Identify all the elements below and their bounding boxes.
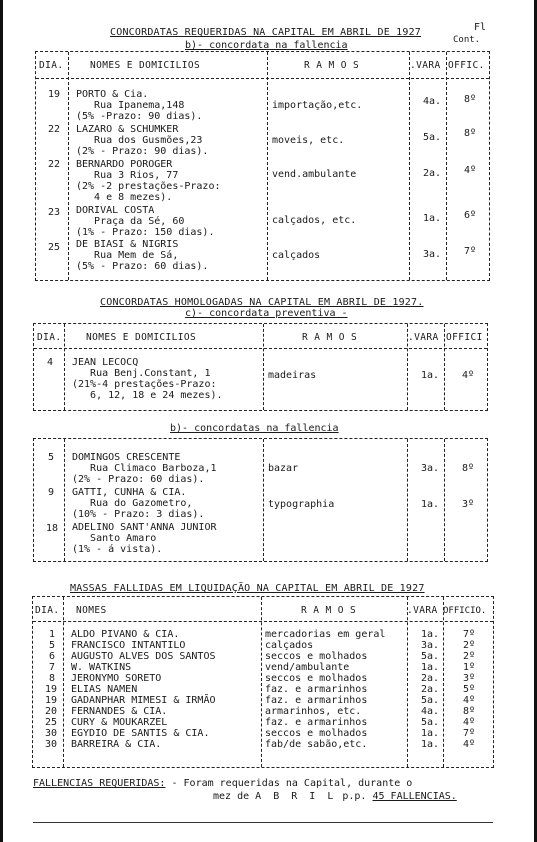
footer-total: 45 FALLENCIAS.	[372, 791, 457, 802]
dia-cell: 19	[48, 89, 61, 100]
header-rule	[33, 621, 493, 622]
header-dia: DIA.	[37, 332, 62, 343]
ramo-cell: calçados	[272, 250, 321, 261]
ramo-cell: faz. e armarinhos	[265, 695, 368, 706]
name-cell: ELIAS NAMEN	[71, 684, 138, 695]
officio-cell: 4º	[463, 739, 476, 750]
name-line: Rua 3 Rios, 77	[76, 170, 179, 181]
officio-cell: 2º	[463, 651, 476, 662]
column-rule	[409, 52, 410, 280]
dia-cell: 22	[48, 124, 61, 135]
vara-cell: 4a.	[423, 96, 442, 107]
name-line: (2% - Prazo: 90 dias).	[76, 146, 209, 157]
ramo-cell: seccos e molhados	[265, 651, 368, 662]
dia-cell: 5	[48, 452, 55, 463]
name-line: (1% - á vista).	[72, 544, 163, 555]
officio-cell: 3º	[463, 673, 476, 684]
ramo-cell: calçados, etc.	[272, 215, 357, 226]
name-cell: AUGUSTO ALVES DOS SANTOS	[71, 651, 216, 662]
dia-cell: 9	[48, 487, 55, 498]
dia-cell: 30	[45, 739, 58, 750]
header-vara: .VARA	[410, 60, 441, 71]
column-rule	[444, 324, 445, 410]
officio-cell: 4º	[463, 695, 476, 706]
dia-cell: 19	[45, 684, 58, 695]
vara-cell: 5a.	[421, 695, 440, 706]
dia-cell: 25	[45, 717, 58, 728]
name-line: (10% - Prazo: 3 dias).	[72, 509, 205, 520]
officio-cell: 3º	[462, 499, 475, 510]
officio-cell: 6º	[464, 210, 477, 221]
name-line: ADELINO SANT'ANNA JUNIOR	[72, 522, 217, 533]
name-line: (5% - Prazo: 60 dias).	[76, 261, 209, 272]
vara-cell: 2a.	[423, 168, 442, 179]
column-rule	[263, 439, 264, 561]
name-line: PORTO & Cia.	[76, 89, 149, 100]
vara-cell: 1a.	[421, 728, 440, 739]
column-rule	[64, 324, 65, 410]
name-line: LAZARO & SCHUMKER	[76, 124, 179, 135]
name-cell: BARREIRA & CIA.	[71, 739, 162, 750]
name-cell: W. WATKINS	[71, 662, 132, 673]
column-rule	[267, 52, 268, 280]
officio-cell: 7º	[463, 728, 476, 739]
dia-cell: 19	[45, 695, 58, 706]
officio-cell: 8º	[463, 706, 476, 717]
section-title: CONCORDATAS HOMOLOGADAS NA CAPITAL EM ABRIL DE 1927.	[100, 297, 424, 308]
officio-cell: 7º	[463, 629, 476, 640]
dia-cell: 7	[49, 662, 56, 673]
name-line: Praça da Sé, 60	[76, 216, 185, 227]
name-line: (2% - Prazo: 60 dias).	[72, 474, 205, 485]
officio-cell: 2º	[463, 640, 476, 651]
footer-text-month-prefix: mez de	[213, 791, 250, 802]
footer-month: A B R I L	[255, 791, 337, 802]
header-dia: DIA.	[35, 605, 60, 616]
name-line: JEAN LECOCQ	[72, 357, 139, 368]
name-line: (5% -Prazo: 90 dias).	[76, 111, 203, 122]
vara-cell: 3a.	[423, 249, 442, 260]
ramo-cell: faz. e armarinhos	[265, 684, 368, 695]
header-nomes: NOMES	[76, 605, 107, 616]
header-ramos: R A M O S	[304, 60, 360, 71]
name-cell: JERONYMO SORETO	[71, 673, 162, 684]
officio-cell: 8º	[462, 463, 475, 474]
column-rule	[407, 597, 408, 767]
column-rule	[446, 52, 447, 280]
scan-edge	[0, 0, 3, 842]
column-rule	[64, 439, 65, 561]
ramo-cell: moveis, etc.	[272, 135, 345, 146]
vara-cell: 1a.	[421, 662, 440, 673]
section-title: CONCORDATAS REQUERIDAS NA CAPITAL EM ABRIL DE 1927	[110, 27, 422, 38]
dia-cell: 18	[46, 523, 59, 534]
header-nomes: NOMES E DOMICILIOS	[86, 332, 197, 343]
officio-cell: 7º	[464, 246, 477, 257]
dia-cell: 30	[45, 728, 58, 739]
column-rule	[263, 324, 264, 410]
ramo-cell: madeiras	[268, 370, 317, 381]
dia-cell: 1	[49, 629, 56, 640]
name-line: Rua Benj.Constant, 1	[72, 368, 211, 379]
vara-cell: 1a.	[421, 629, 440, 640]
name-line: Santo Amaro	[72, 533, 157, 544]
officio-cell: 8º	[464, 128, 477, 139]
concordatas-preventiva-table	[33, 323, 488, 411]
column-rule	[443, 597, 444, 767]
vara-cell: 1a.	[421, 499, 440, 510]
concordatas-fallencia-table	[33, 438, 488, 562]
name-line: DE BIASI & NIGRIS	[76, 239, 179, 250]
continuation-mark: Cont.	[453, 35, 481, 45]
header-rule	[34, 348, 487, 349]
page-corner-mark: Fl	[474, 22, 487, 33]
vara-cell: 3a.	[421, 463, 440, 474]
dia-cell: 20	[45, 706, 58, 717]
ramo-cell: bazar	[268, 463, 299, 474]
officio-cell: 4º	[462, 370, 475, 381]
ramo-cell: seccos e molhados	[265, 728, 368, 739]
vara-cell: 1a.	[423, 213, 442, 224]
name-cell: ALDO PIVANO & CIA.	[71, 629, 180, 640]
ramo-cell: armarinhos, etc.	[265, 706, 362, 717]
section-subtitle: b)- concordatas na fallencia	[170, 423, 339, 434]
vara-cell: 1a.	[421, 739, 440, 750]
name-cell: GADANPHAR MIMESI & IRMÃO	[71, 695, 216, 706]
ramo-cell: importação,etc.	[272, 100, 363, 111]
column-rule	[261, 597, 262, 767]
dia-cell: 25	[48, 242, 61, 253]
ramo-cell: vend/ambulante	[265, 662, 350, 673]
name-line: 4 e 8 mezes).	[76, 192, 173, 203]
dia-cell: 6	[49, 651, 56, 662]
dia-cell: 23	[48, 207, 61, 218]
name-line: (1% - Prazo: 150 dias).	[76, 227, 215, 238]
name-line: Rua dos Gusmões,23	[76, 135, 203, 146]
header-vara: .VARA	[407, 605, 438, 616]
header-officio: OFFIC.	[448, 60, 485, 71]
ramo-cell: fab/de sabão,etc.	[265, 739, 368, 750]
name-line: (21%-4 prestações-Prazo:	[72, 379, 217, 390]
name-cell: FERNANDES & CIA.	[71, 706, 168, 717]
officio-cell: 4º	[464, 165, 477, 176]
name-line: Rua Climaco Barboza,1	[72, 463, 217, 474]
officio-cell: 8º	[464, 94, 477, 105]
ramo-cell: faz. e armarinhos	[265, 717, 368, 728]
header-vara: .VARA	[408, 332, 439, 343]
column-rule	[444, 439, 445, 561]
vara-cell: 5a.	[421, 717, 440, 728]
header-rule	[36, 78, 489, 79]
name-line: DOMINGOS CRESCENTE	[72, 452, 181, 463]
name-cell: CURY & MOUKARZEL	[71, 717, 168, 728]
name-line: Rua Mem de Sá,	[76, 250, 179, 261]
concordatas-requeridas-table	[35, 51, 490, 281]
officio-cell: 5º	[463, 684, 476, 695]
name-line: 6, 12, 18 e 24 mezes).	[72, 390, 223, 401]
bottom-rule	[33, 822, 493, 823]
ramo-cell: mercadorias em geral	[265, 629, 386, 640]
section-subtitle: b)- concordata na fallencia	[185, 40, 348, 51]
header-dia: DIA.	[39, 60, 64, 71]
section-title: MASSAS FALLIDAS EM LIQUIDAÇÃO NA CAPITAL EM ABRIL DE 1927	[70, 583, 425, 594]
column-rule	[68, 52, 69, 280]
header-officio: OFFICIO.	[443, 606, 487, 616]
officio-cell: 4º	[463, 717, 476, 728]
footer-summary	[33, 778, 493, 803]
name-cell: EGYDIO DE SANTIS & CIA.	[71, 728, 210, 739]
name-line: DORIVAL COSTA	[76, 205, 155, 216]
name-cell: FRANCISCO INTANTILO	[71, 640, 186, 651]
ramo-cell: vend.ambulante	[272, 169, 357, 180]
footer-text-period: p.p.	[342, 791, 367, 802]
header-ramos: R A M O S	[302, 332, 358, 343]
ramo-cell: calçados	[265, 640, 314, 651]
name-line: BERNARDO POROGER	[76, 159, 173, 170]
vara-cell: 5a.	[423, 132, 442, 143]
header-officio: OFFICI	[446, 332, 483, 343]
vara-cell: 4a.	[421, 706, 440, 717]
vara-cell: 5a.	[421, 651, 440, 662]
ramo-cell: seccos e molhados	[265, 673, 368, 684]
header-ramos: R A M O S	[301, 605, 357, 616]
ramo-cell: typographia	[268, 499, 335, 510]
vara-cell: 2a.	[421, 673, 440, 684]
massas-fallidas-table	[32, 596, 494, 768]
vara-cell: 1a.	[421, 370, 440, 381]
name-line: Rua Ipanema,148	[76, 100, 185, 111]
dia-cell: 22	[48, 159, 61, 170]
vara-cell: 3a.	[421, 640, 440, 651]
name-line: (2% -2 prestações-Prazo:	[76, 181, 221, 192]
dia-cell: 4	[47, 357, 54, 368]
footer-label: FALLENCIAS REQUERIDAS:	[33, 778, 166, 789]
name-line: Rua do Gazometro,	[72, 498, 193, 509]
dia-cell: 5	[49, 640, 56, 651]
header-nomes: NOMES E DOMICILIOS	[90, 60, 201, 71]
dia-cell: 8	[49, 673, 56, 684]
column-rule	[63, 597, 64, 767]
officio-cell: 1º	[463, 662, 476, 673]
vara-cell: 2a.	[421, 684, 440, 695]
section-subtitle: c)- concordata preventiva -	[185, 308, 348, 319]
column-rule	[407, 439, 408, 561]
name-line: GATTI, CUNHA & CIA.	[72, 487, 187, 498]
footer-text-line1: - Foram requeridas na Capital, durante o	[171, 778, 413, 789]
